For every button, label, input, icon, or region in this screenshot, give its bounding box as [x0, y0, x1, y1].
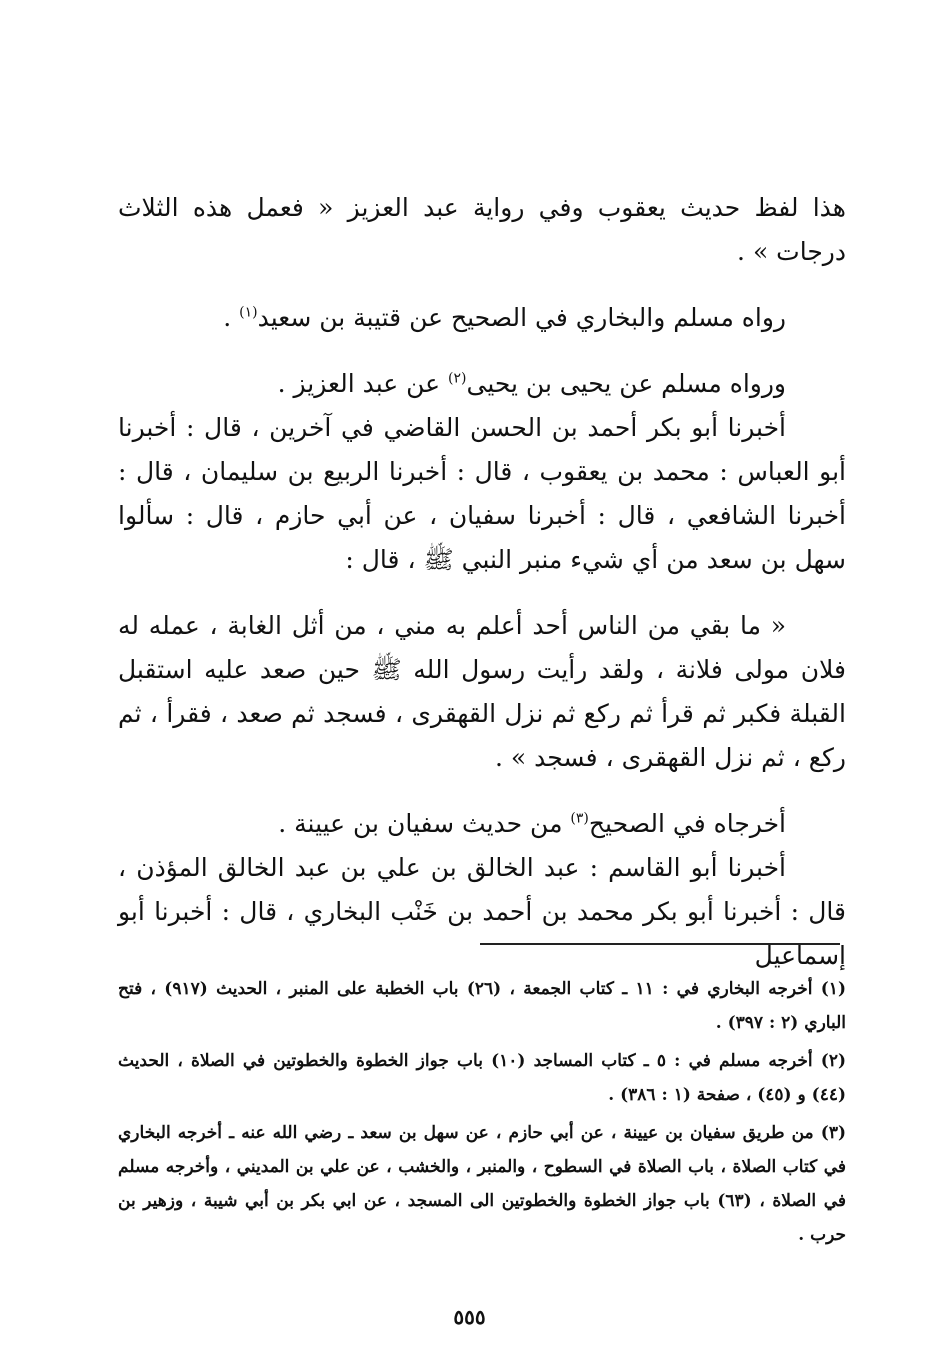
- footnote-1: (١) أخرجه البخاري في : ١١ ـ كتاب الجمعة ، (٢٦) باب الخطبة على المنبر ، الحديث (٩١٧) ، فتح الباري (٢ : ٣٩٧) .: [118, 979, 846, 1033]
- paragraph-6: أخرجاه في الصحيح$^{(٣)}$ من حديث سفيان بن عيينة .: [278, 809, 786, 838]
- footnotes: [118, 972, 846, 1256]
- page-number: ٥٥٥: [453, 1305, 486, 1329]
- footnote-ref-2: (٢): [448, 370, 467, 387]
- main-text: [118, 186, 846, 978]
- paragraph-4: أخبرنا أبو بكر أحمد بن الحسن القاضي في آخرين ، قال : أخبرنا أبو العباس : محمد بن يعقوب ، قال : أخبرنا الربيع بن سليمان ، قال : أخبرنا الشافعي ، قال : أخبرنا سفيان ، عن أبي حازم ، قال : سألوا سهل بن سعد من أي شيء منبر النبي ﷺ ، قال :: [118, 413, 846, 574]
- footnote-ref-3: (٣): [570, 810, 589, 827]
- paragraph-3: ورواه مسلم عن يحيى بن يحيى$^{(٢)}$ عن عبد العزيز .: [277, 369, 786, 398]
- footnote-2: (٢) أخرجه مسلم في : ٥ ـ كتاب المساجد (١٠) باب جواز الخطوة والخطوتين في الصلاة ، الحديث (٤٤) و (٤٥) ، صفحة (١ : ٣٨٦) .: [118, 1051, 846, 1105]
- paragraph-5: « ما بقي من الناس أحد أعلم به مني ، من أثل الغابة ، عمله له فلان مولى فلانة ، ولقد رأيت رسول الله ﷺ حين صعد عليه استقبل القبلة فكبر ثم قرأ ثم ركع ثم نزل القهقرى ، فسجد ثم صعد ، فقرأ ، ثم ركع ، ثم نزل القهقرى ، فسجد » .: [118, 611, 846, 772]
- paragraph-1: هذا لفظ حديث يعقوب وفي رواية عبد العزيز « فعمل هذه الثلاث درجات » .: [118, 193, 846, 266]
- footnote-ref-1: (١): [239, 304, 258, 321]
- paragraph-2: رواه مسلم والبخاري في الصحيح عن قتيبة بن سعيد$^{(١)}$ .: [223, 303, 786, 332]
- footnote-3: (٣) من طريق سفيان بن عيينة ، عن أبي حازم ، عن سهل بن سعد ـ رضي الله عنه ـ أخرجه البخاري في كتاب الصلاة ، باب الصلاة في السطوح ، والمنبر ، والخشب ، عن علي بن المديني ، وأخرجه مسلم في الصلاة ، (٦٣) باب جواز الخطوة والخطوتين الى المسجد ، عن ابي بكر بن أبي شيبة ، وزهير بن حرب .: [118, 1123, 846, 1245]
- footnote-divider: [480, 943, 840, 945]
- paragraph-7: أخبرنا أبو القاسم : عبد الخالق بن علي بن عبد الخالق المؤذن ، قال : أخبرنا أبو بكر محمد بن أحمد بن خَنْب البخاري ، قال : أخبرنا أبو إسماعيل: [118, 853, 846, 970]
